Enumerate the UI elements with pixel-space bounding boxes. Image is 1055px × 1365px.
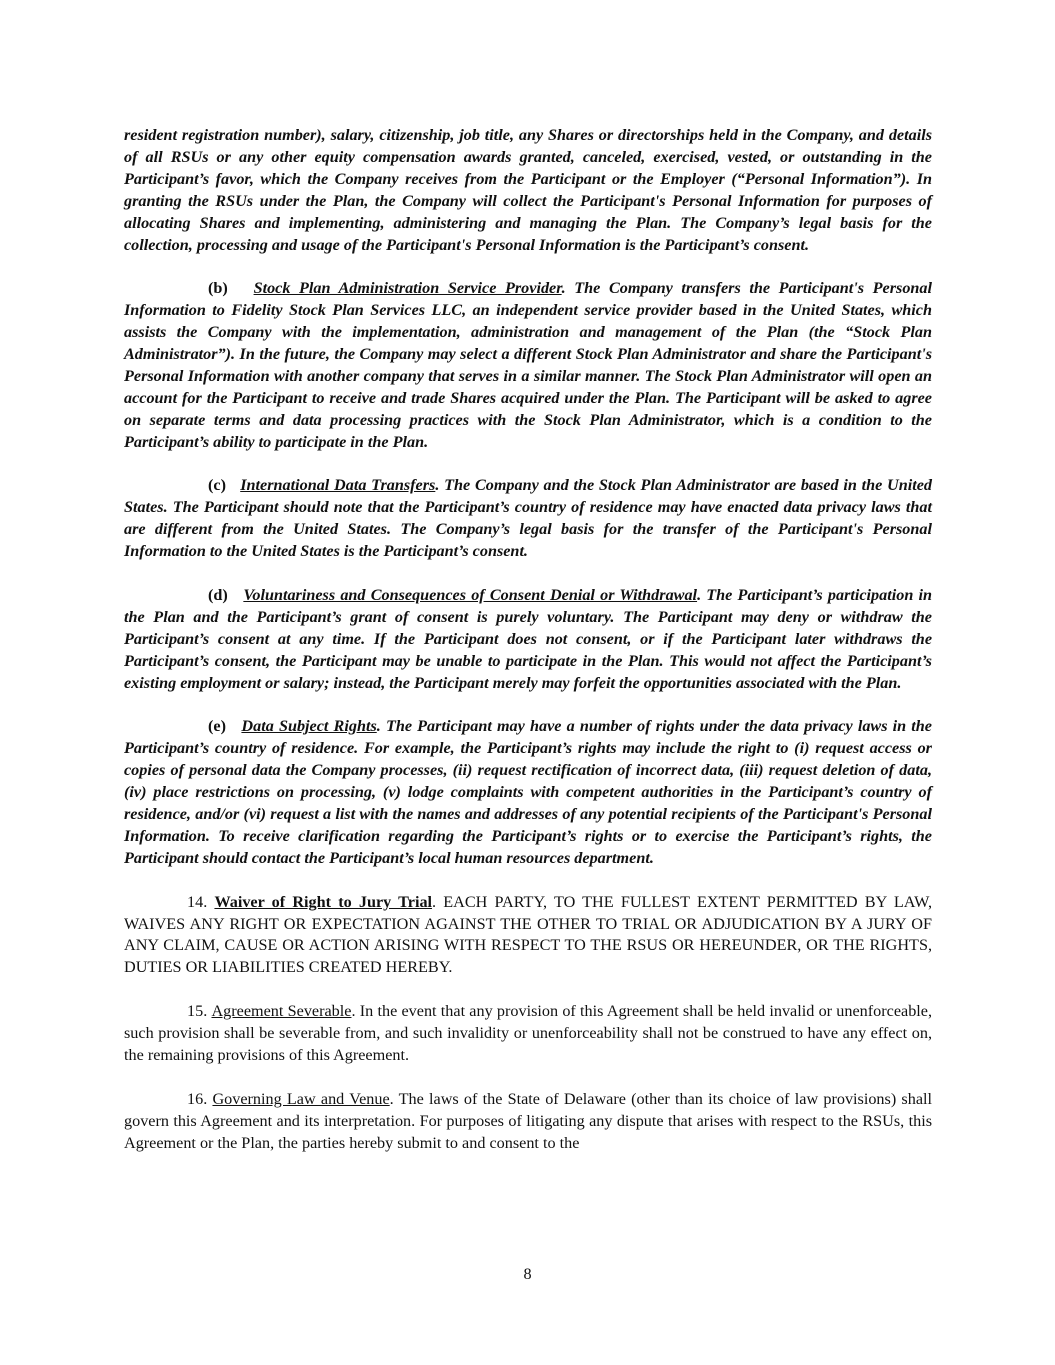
paragraph-b-text: . The Company transfers the Participant's Personal Information to Fidelity Stock Plan Services LLC, an independent service provider based in the United States, which assists the Company with the implementation, administration and management of the Plan (the “Stock Plan Administrator”). In the future, the Company may select a different Stock Plan Administrator and share the Participant's Personal Information with another company that serves in a similar manner. The Stock Plan Administrator will open an account for the Participant to receive and trade Shares acquired under the Plan. The Participant will be asked to agree on separate terms and data processing practices with the Stock Plan Administrator, which is a condition to the Participant’s ability to participate in the Plan. bbox=[124, 279, 933, 451]
section-15-text: . In the event that any provision of this Agreement shall be held invalid or unenforceable, such provision shall be severable from, and such invalidity or unenforceability shall not be construed to have any effect on, the remaining provisions of this Agreement. bbox=[124, 1002, 933, 1064]
paragraph-e bbox=[124, 716, 932, 869]
paragraph-d-text: . The Participant’s participation in the Plan and the Participant’s grant of consent is purely voluntary. The Participant may deny or withdraw the Participant’s consent at any time. If the Participant does not consent, or if the Participant later withdraws the Participant’s consent, the Participant may be unable to participate in the Plan. This would not affect the Participant’s existing employment or salary; instead, the Participant merely may forfeit the opportunities associated with the Plan. bbox=[124, 585, 933, 692]
section-14-text: . EACH PARTY, TO THE FULLEST EXTENT PERMITTED BY LAW, WAIVES ANY RIGHT OR EXPECTATION AGAINST THE OTHER TO TRIAL OR ADJUDICATION BY A JURY OF ANY CLAIM, CAUSE OR ACTION ARISING WITH RESPECT TO THE RSUS OR HEREUNDER, OR THE RIGHTS, DUTIES OR LIABILITIES CREATED HEREBY. bbox=[124, 892, 932, 977]
paragraph-c bbox=[124, 475, 932, 563]
section-15 bbox=[124, 1001, 932, 1067]
section-16-heading: Governing Law and Venue bbox=[212, 1089, 390, 1108]
paragraph-d-heading: Voluntariness and Consequences of Consent Denial or Withdrawal bbox=[243, 585, 698, 604]
paragraph-e-heading: Data Subject Rights bbox=[241, 717, 377, 736]
paragraph-c-label: (c) bbox=[208, 476, 226, 495]
paragraph-d bbox=[124, 585, 932, 695]
section-14-heading: Waiver of Right to Jury Trial bbox=[214, 892, 433, 911]
paragraph-d-label: (d) bbox=[208, 585, 228, 604]
paragraph-b bbox=[124, 278, 932, 453]
section-16-number: 16. bbox=[187, 1089, 208, 1108]
document-body bbox=[124, 125, 932, 1176]
paragraph-continuation bbox=[124, 125, 932, 256]
page-number: 8 bbox=[523, 1265, 532, 1283]
section-15-number: 15. bbox=[187, 1002, 208, 1021]
section-14-number: 14. bbox=[187, 892, 208, 911]
continuation-text: resident registration number), salary, citizenship, job title, any Shares or directorships held in the Company, and details of all RSUs or any other equity compensation awards granted, canceled, exercised, vested, or outstanding in the Participant’s favor, which the Company receives from the Participant or the Employer (“Personal Information”). In granting the RSUs under the Plan, the Company will collect the Participant's Personal Information for purposes of allocating Shares and implementing, administering and managing the Plan. The Company’s legal basis for the collection, processing and usage of the Participant's Personal Information is the Participant’s consent. bbox=[124, 126, 932, 254]
section-15-heading: Agreement Severable bbox=[211, 1002, 352, 1021]
section-16 bbox=[124, 1089, 932, 1155]
paragraph-e-label: (e) bbox=[208, 717, 226, 736]
paragraph-e-text: . The Participant may have a number of rights under the data privacy laws in the Participant’s country of residence. For example, the Participant’s rights may include the right to (i) request access or copies of personal data the Company processes, (ii) request rectification of incorrect data, (iii) request deletion of data, (iv) place restrictions on processing, (v) lodge complaints with competent authorities in the Participant’s country of residence, and/or (vi) request a list with the names and addresses of any potential recipients of the Participant's Personal Information. To receive clarification regarding the Participant’s rights or to exercise the Participant’s rights, the Participant should contact the Participant’s local human resources department. bbox=[124, 717, 932, 867]
paragraph-c-heading: International Data Transfers bbox=[240, 476, 436, 495]
section-16-text: . The laws of the State of Delaware (other than its choice of law provisions) shall govern this Agreement and its interpretation. For purposes of litigating any dispute that arises with respect to the RSUs, this Agreement or the Plan, the parties hereby submit to and consent to the bbox=[124, 1089, 933, 1152]
section-14 bbox=[124, 892, 932, 980]
paragraph-b-label: (b) bbox=[208, 279, 228, 298]
paragraph-c-text: . The Company and the Stock Plan Administrator are based in the United States. The Participant should note that the Participant’s country of residence may have enacted data privacy laws that are different from the United States. The Company’s legal basis for the transfer of the Participant's Personal Information to the United States is the Participant’s consent. bbox=[124, 476, 932, 561]
paragraph-b-heading: Stock Plan Administration Service Provider bbox=[253, 279, 562, 298]
